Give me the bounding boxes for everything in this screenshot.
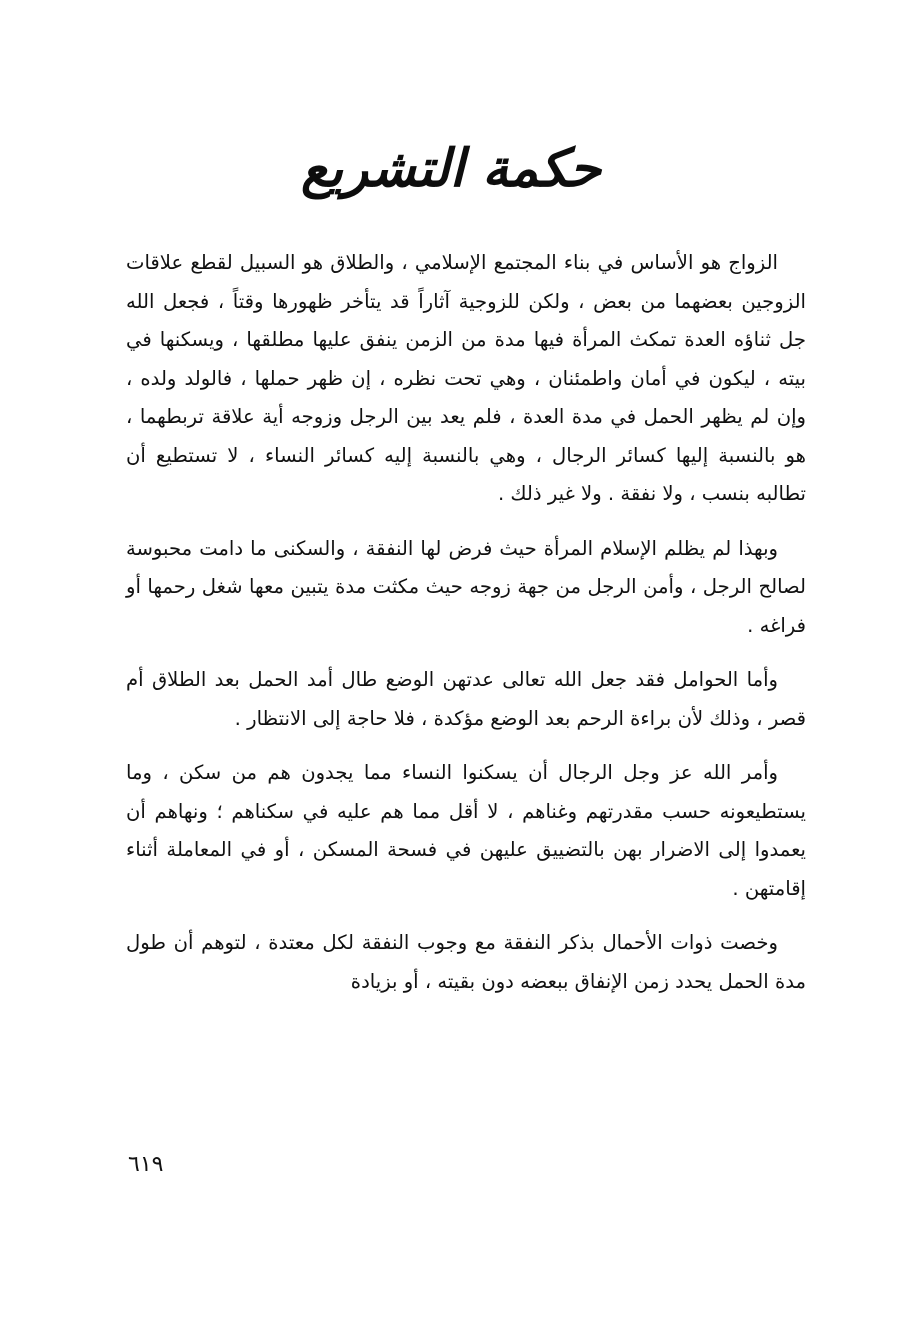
paragraph-4: وأمر الله عز وجل الرجال أن يسكنوا النساء مما يجدون هم من سكن ، وما يستطيعونه حسب مقدرتهم وغناهم ، لا أقل مما هم عليه في سكناهم ؛ ونهاهم أن يعمدوا إلى الاضرار بهن بالتضييق عليهن في فسحة المسكن ، أو في المعاملة أثناء إقامتهن .	[126, 761, 806, 900]
section-title: حكمة التشريع	[300, 138, 602, 199]
paragraph-3: وأما الحوامل فقد جعل الله تعالى عدتهن الوضع طال أمد الحمل بعد الطلاق أم قصر ، وذلك لأن براءة الرحم بعد الوضع مؤكدة ، فلا حاجة إلى الانتظار .	[126, 668, 806, 730]
page-number: ٦١٩	[128, 1152, 164, 1177]
paragraph-5: وخصت ذوات الأحمال بذكر النفقة مع وجوب النفقة لكل معتدة ، لتوهم أن طول مدة الحمل يحدد زمن الإنفاق ببعضه دون بقيته ، أو بزيادة	[126, 931, 806, 993]
paragraph-1: الزواج هو الأساس في بناء المجتمع الإسلامي ، والطلاق هو السبيل لقطع علاقات الزوجين بعضهما من بعض ، ولكن للزوجية آثاراً قد يتأخر ظهورها وقتاً ، فجعل الله جل ثناؤه العدة تمكث المرأة فيها مدة من الزمن ينفق عليها مطلقها ، ويسكنها في بيته ، ليكون في أمان واطمئنان ، وهي تحت نظره ، إن ظهر حملها ، فالولد ولده ، وإن لم يظهر الحمل في مدة العدة ، فلم يعد بين الرجل وزوجه أية علاقة تربطهما ، هو بالنسبة إليها كسائر الرجال ، وهي بالنسبة إليه كسائر النساء ، لا تستطيع أن تطالبه بنسب ، ولا نفقة . ولا غير ذلك .	[126, 251, 806, 505]
body-text	[126, 244, 806, 1001]
paragraph-2: وبهذا لم يظلم الإسلام المرأة حيث فرض لها النفقة ، والسكنى ما دامت محبوسة لصالح الرجل ، وأمن الرجل من جهة زوجه حيث مكثت مدة يتبين معها شغل رحمها أو فراغه .	[126, 536, 806, 637]
